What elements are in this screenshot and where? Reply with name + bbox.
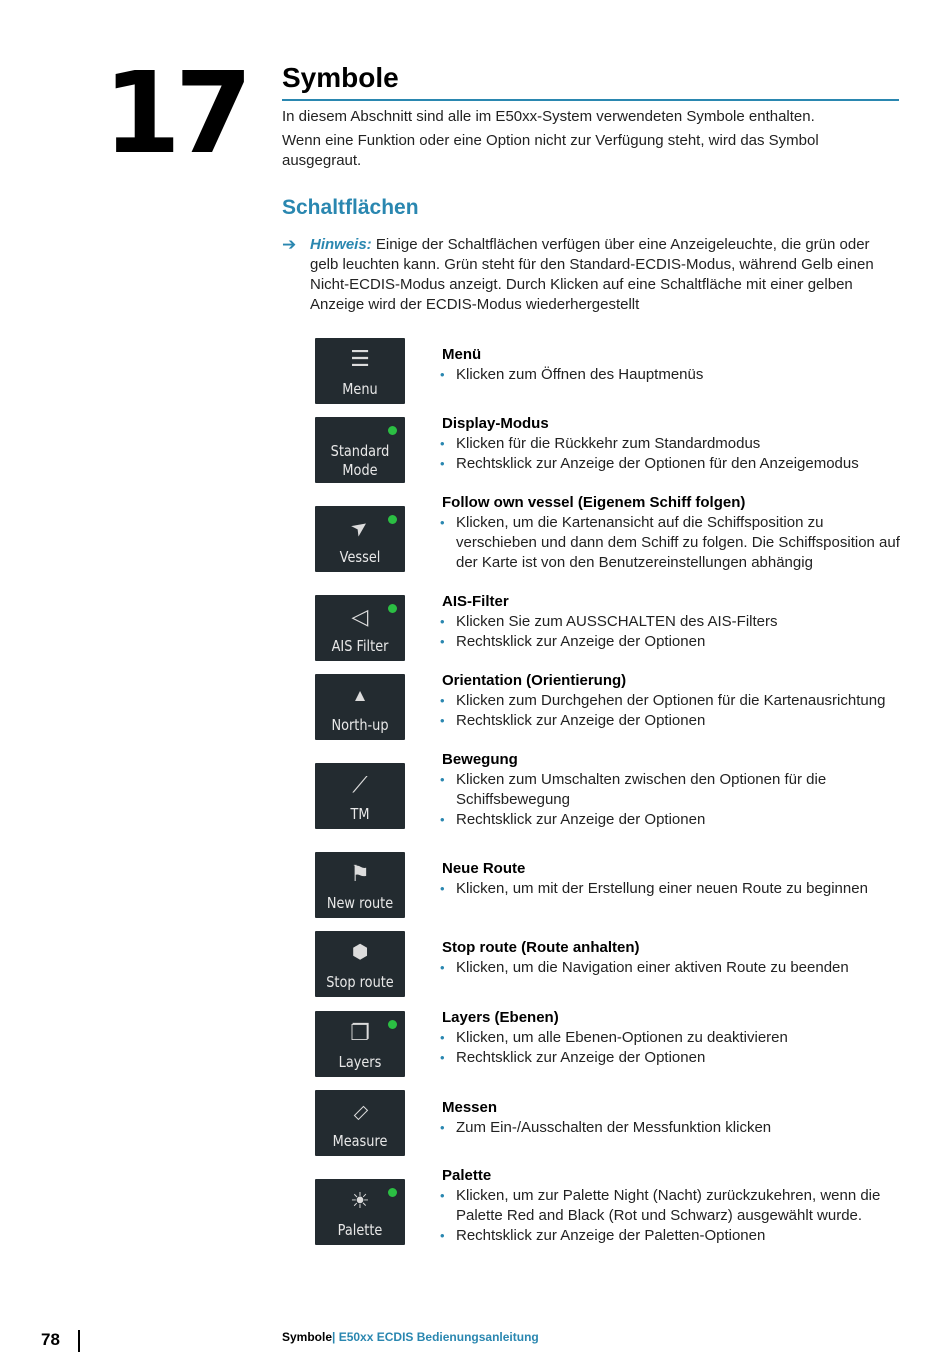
footer-divider <box>78 1330 80 1352</box>
north-arrow-icon: ▲ <box>351 686 369 705</box>
title-divider <box>282 99 899 101</box>
entry-bullet: • Klicken, um zur Palette Night (Nacht) zurückzukehren, wenn die Palette Red and Black (Rot und Schwarz) ausgewählt wurde. <box>442 1186 902 1226</box>
menu-icon: ☰ <box>350 346 370 371</box>
layers-button-label: Layers <box>338 1053 382 1071</box>
sun-icon: ☀ <box>350 1188 370 1213</box>
entry-title: Follow own vessel (Eigenem Schiff folgen) <box>442 494 746 511</box>
entry-stop-route <box>442 938 902 978</box>
entry-menu <box>442 345 902 385</box>
entry-bullet: • Klicken, um alle Ebenen-Optionen zu deaktivieren <box>442 1028 902 1048</box>
ruler-icon: ▭ <box>346 1098 374 1126</box>
entry-title: Layers (Ebenen) <box>442 1009 559 1026</box>
entry-bullet: • Klicken, um mit der Erstellung einer neuen Route zu beginnen <box>442 879 902 899</box>
new-route-button[interactable] <box>315 852 405 918</box>
entry-title: AIS-Filter <box>442 593 509 610</box>
ais-filter-button[interactable] <box>315 595 405 661</box>
menu-button-label: Menu <box>342 380 378 398</box>
tm-button-label: TM <box>350 805 370 823</box>
note-block <box>282 235 882 315</box>
entry-display-mode <box>442 414 902 474</box>
entry-bullet: • Klicken für die Rückkehr zum Standardmodus <box>442 434 902 454</box>
chapter-number: 17 <box>103 49 247 179</box>
standard-mode-button-label <box>321 442 398 480</box>
indicator-led <box>388 426 397 435</box>
entry-motion <box>442 750 902 830</box>
ais-filter-button-label: AIS Filter <box>331 637 389 655</box>
intro-text <box>282 107 882 175</box>
entry-measure <box>442 1098 902 1138</box>
section-title: Schaltflächen <box>282 196 419 219</box>
stop-route-button-label: Stop route <box>326 973 394 991</box>
new-route-icon: ⚑ <box>350 861 370 886</box>
stop-octagon-icon: ⬢ <box>351 942 369 963</box>
vessel-button[interactable] <box>315 506 405 572</box>
measure-button[interactable] <box>315 1090 405 1156</box>
tm-button[interactable] <box>315 763 405 829</box>
intro-paragraph: In diesem Abschnitt sind alle im E50xx-System verwendeten Symbole enthalten. <box>282 108 815 125</box>
entry-bullet: • Zum Ein-/Ausschalten der Messfunktion klicken <box>442 1118 902 1138</box>
entry-ais-filter <box>442 592 902 652</box>
entry-bullet: • Rechtsklick zur Anzeige der Optionen <box>442 810 902 830</box>
note-text: Einige der Schaltflächen verfügen über eine Anzeigeleuchte, die grün oder gelb leuchten kann. Grün steht für den Standard-ECDIS-Modus, während Gelb einen Nicht-ECDIS-Modus anzeigt. Durch Klicken auf eine Schaltfläche mit einer gelben Anzeige wird der ECDIS-Modus wiederhergestellt <box>310 236 874 313</box>
entry-bullet: • Rechtsklick zur Anzeige der Optionen für den Anzeigemodus <box>442 454 902 474</box>
entry-new-route <box>442 859 902 899</box>
entry-title: Stop route (Route anhalten) <box>442 939 640 956</box>
entry-title: Bewegung <box>442 751 518 768</box>
entry-bullet: • Klicken, um die Kartenansicht auf die Schiffsposition zu verschieben und dann dem Schiff zu folgen. Die Schiffsposition auf der Karte ist von den Benutzereinstellungen abhängig <box>442 513 902 573</box>
vessel-arrow-icon: ➤ <box>346 514 374 542</box>
entry-bullet: • Rechtsklick zur Anzeige der Paletten-Optionen <box>442 1226 902 1246</box>
palette-button[interactable] <box>315 1179 405 1245</box>
footer-book-title: E50xx ECDIS Bedienungsanleitung <box>335 1330 539 1344</box>
standard-mode-button[interactable] <box>315 417 405 483</box>
page-number: 78 <box>41 1330 60 1349</box>
entry-title: Display-Modus <box>442 415 549 432</box>
entry-bullet: • Klicken zum Umschalten zwischen den Optionen für die Schiffsbewegung <box>442 770 902 810</box>
entry-palette <box>442 1166 902 1246</box>
palette-button-label: Palette <box>337 1221 383 1239</box>
motion-icon: ⟋ <box>352 772 368 797</box>
entry-orientation <box>442 671 902 731</box>
north-up-button[interactable] <box>315 674 405 740</box>
footer-running-title <box>282 1330 539 1344</box>
entry-bullet: • Rechtsklick zur Anzeige der Optionen <box>442 1048 902 1068</box>
intro-paragraph: Wenn eine Funktion oder eine Option nicht zur Verfügung steht, wird das Symbol ausgegraut. <box>282 132 819 169</box>
note-label: Hinweis: <box>310 236 372 253</box>
menu-button[interactable] <box>315 338 405 404</box>
stop-route-button[interactable] <box>315 931 405 997</box>
entry-bullet: • Klicken zum Öffnen des Hauptmenüs <box>442 365 902 385</box>
measure-button-label: Measure <box>332 1132 388 1150</box>
footer-section: Symbole <box>282 1330 333 1344</box>
arrow-right-icon: ➔ <box>282 235 297 254</box>
chapter-title: Symbole <box>282 62 399 93</box>
new-route-button-label: New route <box>326 894 394 912</box>
north-up-button-label: North-up <box>331 716 389 734</box>
entry-layers <box>442 1008 902 1068</box>
label-line: Mode <box>342 461 378 479</box>
label-line: Standard <box>330 442 390 460</box>
entry-title: Palette <box>442 1167 492 1184</box>
layers-button[interactable] <box>315 1011 405 1077</box>
entry-bullet: • Klicken zum Durchgehen der Optionen für die Kartenausrichtung <box>442 691 902 711</box>
entry-title: Messen <box>442 1099 498 1116</box>
entry-bullet: • Klicken, um die Navigation einer aktiven Route zu beenden <box>442 958 902 978</box>
entry-follow-vessel <box>442 493 902 573</box>
entry-title: Menü <box>442 346 482 363</box>
entry-title: Neue Route <box>442 860 526 877</box>
entry-title: Orientation (Orientierung) <box>442 672 627 689</box>
vessel-button-label: Vessel <box>339 548 381 566</box>
entry-bullet: • Klicken Sie zum AUSSCHALTEN des AIS-Filters <box>442 612 902 632</box>
layers-icon: ❐ <box>350 1020 370 1045</box>
entry-bullet: • Rechtsklick zur Anzeige der Optionen <box>442 711 902 731</box>
entry-bullet: • Rechtsklick zur Anzeige der Optionen <box>442 632 902 652</box>
footer-separator: | <box>332 1330 336 1344</box>
ais-filter-icon: ◁ <box>351 604 369 629</box>
